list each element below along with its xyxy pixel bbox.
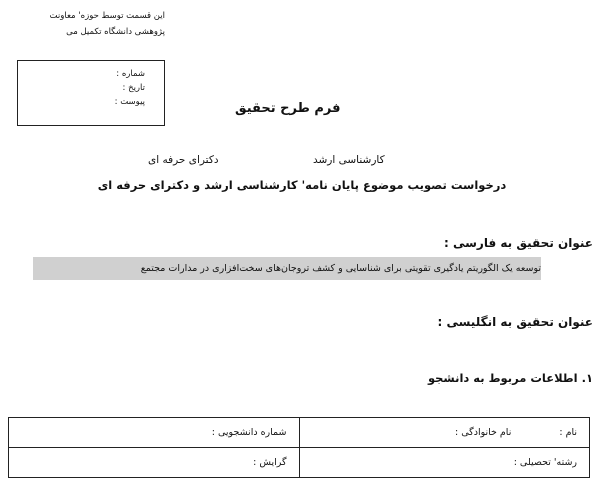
office-note (5, 8, 165, 40)
table-row (9, 448, 590, 478)
number-label: شماره : (116, 69, 145, 79)
specialization-label: گرایش : (253, 457, 287, 468)
form-title: فرم طرح تحقیق (235, 101, 341, 116)
degree-option-masters: کارشناسی ارشد (313, 154, 385, 166)
persian-title-value: توسعه یک الگوریتم یادگیری تقویتی برای شناسایی و کشف تروجان‌های سخت‌افزاری در مدارات مجتمع (33, 257, 541, 280)
last-name-label: نام خانوادگی : (455, 427, 512, 438)
english-title-heading: عنوان تحقیق به انگلیسی : (437, 315, 593, 329)
date-label: تاریخ : (122, 83, 145, 93)
student-info-table (8, 417, 590, 478)
name-cell[interactable] (299, 418, 590, 448)
specialization-cell[interactable] (9, 448, 300, 478)
office-note-line-2: پژوهشی دانشگاه تکمیل می‌ (66, 27, 165, 37)
degree-option-doctorate: دکترای حرفه ای (148, 154, 219, 166)
student-id-cell[interactable] (9, 418, 300, 448)
field-of-study-label: رشته' تحصیلی : (513, 457, 577, 468)
attachment-label: پیوست : (114, 97, 145, 107)
request-title: درخواست تصویب موضوع پایان نامه' کارشناسی ارشد و دکترای حرفه ای (97, 178, 507, 192)
student-id-label: شماره دانشجویی : (211, 427, 287, 438)
office-meta-box (17, 60, 165, 126)
persian-title-heading: عنوان تحقیق به فارسی : (444, 236, 593, 250)
table-row (9, 418, 590, 448)
student-section-heading: ۱. اطلاعات مربوط به دانشجو (427, 371, 593, 385)
first-name-label: نام : (559, 427, 577, 438)
field-of-study-cell[interactable] (299, 448, 590, 478)
office-note-line-1: این قسمت توسط حوزه' معاونت (49, 11, 165, 21)
